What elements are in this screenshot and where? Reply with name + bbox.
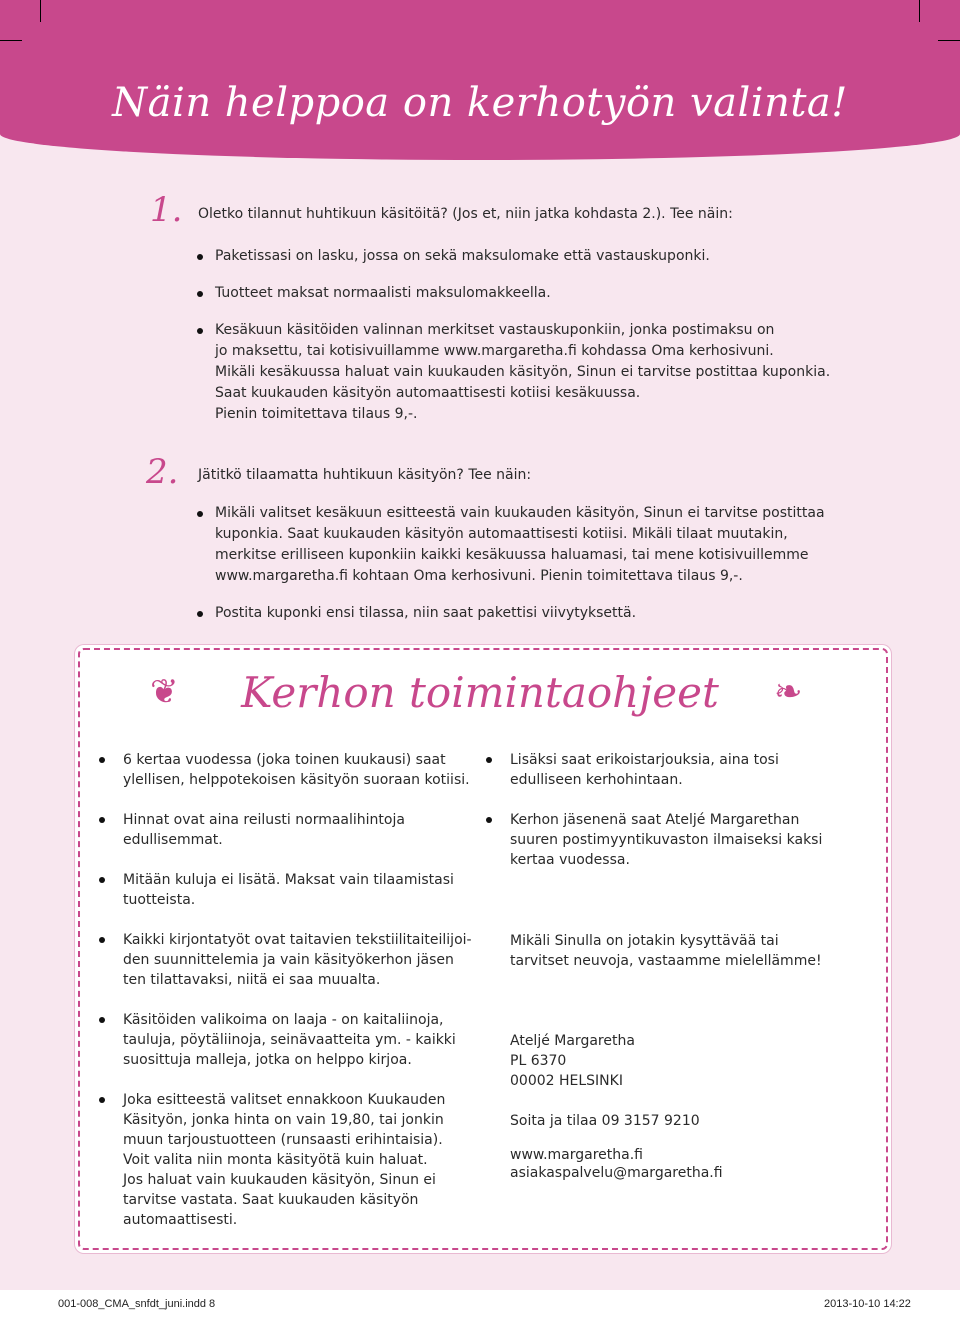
list-item <box>197 320 897 425</box>
crop-mark <box>938 40 960 41</box>
email-link[interactable]: asiakaspalvelu@margaretha.fi <box>510 1165 723 1181</box>
text-line: Mikäli kesäkuussa haluat vain kuukauden käsityön, Sinun ei tarvitse postittaa kuponkia. <box>215 364 831 380</box>
text-line: Saat kuukauden käsityön automaattisesti kotiisi kesäkuussa. <box>215 385 641 401</box>
step-1-list <box>197 246 897 441</box>
text-line: Tuotteet maksat normaalisti maksulomakkeella. <box>215 285 551 301</box>
list-item <box>197 503 897 587</box>
step-2-number: 2. <box>146 452 179 492</box>
text-line: Paketissasi on lasku, jossa on sekä maksulomake että vastauskuponki. <box>215 248 710 264</box>
text-line: Voit valita niin monta käsityötä kuin haluat. <box>123 1152 428 1168</box>
crop-mark <box>40 0 41 22</box>
text-line: merkitse erilliseen kuponkiin kaikki kesäkuussa haluamasi, tai mene kotisivuillemme <box>215 547 809 563</box>
text-line: Käsityön, jonka hinta on vain 19,80, tai jonkin <box>123 1112 444 1128</box>
text-line: Pienin toimitettava tilaus 9,-. <box>215 406 418 422</box>
text-line: www.margaretha.fi kohtaan Oma kerhosivuni. Pienin toimitettava tilaus 9,-. <box>215 568 743 584</box>
step-2-intro: Jätitkö tilaamatta huhtikuun käsityön? Tee näin: <box>198 467 532 483</box>
text-line: Joka esitteestä valitset ennakkoon Kuukauden <box>123 1092 446 1108</box>
text-line: Hinnat ovat aina reilusti normaalihintoja <box>123 812 405 828</box>
postal-address <box>510 1031 635 1091</box>
website-link[interactable]: www.margaretha.fi <box>510 1147 643 1163</box>
text-line: Lisäksi saat erikoistarjouksia, aina tosi <box>510 752 779 768</box>
step-2-list <box>197 503 897 640</box>
text-line: den suunnittelemia ja vain käsityökerhon jäsen <box>123 952 454 968</box>
list-item <box>197 283 897 304</box>
text-line: ylellisen, helppotekoisen käsityön suoraan kotiisi. <box>123 772 470 788</box>
text-line: kertaa vuodessa. <box>510 852 630 868</box>
text-line: tarvitse vastata. Saat kuukauden käsityön <box>123 1192 419 1208</box>
contact-note <box>510 931 822 971</box>
list-item <box>486 750 856 790</box>
list-item <box>99 930 479 990</box>
left-flourish-icon: ❦ <box>150 672 179 712</box>
list-item <box>197 246 897 267</box>
phone-line: Soita ja tilaa 09 3157 9210 <box>510 1113 700 1129</box>
text-line: kuponkia. Saat kuukauden käsityön automaattisesti kotiisi. Mikäli tilaat muutakin, <box>215 526 788 542</box>
crop-mark <box>0 40 22 41</box>
text-line: Kesäkuun käsitöiden valinnan merkitset vastauskuponkiin, jonka postimaksu on <box>215 322 775 338</box>
text-line: PL 6370 <box>510 1053 567 1069</box>
text-line: ten tilattavaksi, niitä ei saa muualta. <box>123 972 381 988</box>
text-line: 6 kertaa vuodessa (joka toinen kuukausi) saat <box>123 752 446 768</box>
text-line: automaattisesti. <box>123 1212 238 1228</box>
list-item <box>99 750 479 790</box>
text-line: tauluja, pöytäliinoja, seinävaatteita ym. - kaikki <box>123 1032 456 1048</box>
text-line: Jos haluat vain kuukauden käsityön, Sinun ei <box>123 1172 436 1188</box>
club-left-column <box>99 750 479 1250</box>
footer-file-name: 001-008_CMA_snfdt_juni.indd 8 <box>58 1298 216 1310</box>
step-1-intro: Oletko tilannut huhtikuun käsitöitä? (Jos et, niin jatka kohdasta 2.). Tee näin: <box>198 206 733 222</box>
text-line: 00002 HELSINKI <box>510 1073 623 1089</box>
club-right-column <box>486 750 856 890</box>
text-line: Mitään kuluja ei lisätä. Maksat vain tilaamistasi <box>123 872 454 888</box>
text-line: suosittuja malleja, jotka on helppo kirjoa. <box>123 1052 412 1068</box>
text-line: muun tarjoustuotteen (runsaasti erihintaisia). <box>123 1132 443 1148</box>
text-line: Ateljé Margaretha <box>510 1033 635 1049</box>
list-item <box>99 1090 479 1230</box>
text-line: edullisemmat. <box>123 832 223 848</box>
text-line: Mikäli valitset kesäkuun esitteestä vain kuukauden käsityön, Sinun ei tarvitse postittaa <box>215 505 825 521</box>
right-flourish-icon: ❧ <box>774 672 803 712</box>
text-line: Mikäli Sinulla on jotakin kysyttävää tai <box>510 933 779 949</box>
text-line: suuren postimyyntikuvaston ilmaiseksi kaksi <box>510 832 823 848</box>
text-line: Kaikki kirjontatyöt ovat taitavien tekstiilitaiteilijoi- <box>123 932 472 948</box>
text-line: Käsitöiden valikoima on laaja - on kaitaliinoja, <box>123 1012 444 1028</box>
text-line: tarvitset neuvoja, vastaamme mielellämme! <box>510 953 822 969</box>
list-item <box>486 810 856 870</box>
text-line: edulliseen kerhohintaan. <box>510 772 683 788</box>
text-line: tuotteista. <box>123 892 196 908</box>
list-item <box>99 810 479 850</box>
footer-date: 2013-10-10 14:22 <box>824 1298 911 1310</box>
text-line: jo maksettu, tai kotisivuillamme www.margaretha.fi kohdassa Oma kerhosivuni. <box>215 343 774 359</box>
step-1-number: 1. <box>150 190 183 230</box>
club-title: Kerhon toimintaohjeet <box>241 668 719 717</box>
list-item <box>197 603 897 624</box>
list-item <box>99 870 479 910</box>
crop-mark <box>919 0 920 22</box>
text-line: Postita kuponki ensi tilassa, niin saat pakettisi viivytyksettä. <box>215 605 637 621</box>
page-title: Näin helppoa on kerhotyön valinta! <box>112 80 848 126</box>
list-item <box>99 1010 479 1070</box>
text-line: Kerhon jäsenenä saat Ateljé Margarethan <box>510 812 800 828</box>
